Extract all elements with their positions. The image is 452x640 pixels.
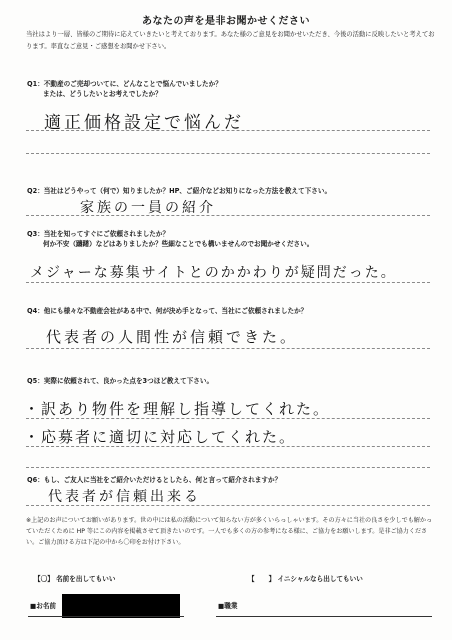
answer-line [26,505,430,506]
answer-line [26,348,430,349]
page-title: あなたの声を是非お聞かせください [142,16,310,27]
answer-4: 代表者の人間性が信頼できた。 [46,328,299,346]
option-label: イニシャルなら出してもいい [277,575,363,583]
answer-2: 家族の一員の紹介 [80,200,216,216]
answer-3: メジャーな募集サイトとのかかわりが疑問だった。 [30,265,397,281]
question-1-sub: または、どうしたいとお考えでしたか？ [43,90,162,98]
redacted-name [62,594,180,618]
answer-5-item-1: ・訳あり物件を理解し指導してくれた。 [24,400,331,418]
answer-line [26,130,430,131]
answer-line [26,153,430,154]
job-field-line [216,616,432,617]
answer-6: 代表者が信頼出来る [48,489,201,505]
question-4 [27,306,307,316]
question-3 [27,229,313,249]
name-field-line [28,616,184,617]
answer-5-item-2: ・応募者に適切に対応してくれた。 [24,428,297,446]
option-name-ok[interactable]: 【〇】 名前を出してもいい [34,575,116,583]
option-mark: 〇 [40,575,48,583]
question-5-label: Q5：実際に依頼されて、良かった点を3つほど教えて下さい。 [27,377,214,385]
question-1 [27,79,222,99]
permission-note: ※上記のお声についてお願いがあります。世の中には私の活動について知らない方が多くいらっしゃいます。その方々に当社の良さを少しでも解かっていただくために HP 等にこの内容を掲載させて頂きたいのです。一人でも多くの方の参考になる様に、ご協力をお願いします。是非ご協力ください。ご協力頂ける方は下記の中から〇印をお付け下さい。 [26,517,433,546]
option-initials-ok[interactable]: 【 】 イニシャルなら出してもいい [248,575,363,583]
answer-line [26,467,430,468]
intro-text: 当社はより一層、皆様のご期待に応えていきたいと考えております。あなた様のご意見をお聞かせいただき、今後の活動に反映したいと考えております。率直なご意見・ご感想をお聞かせ下さい。 [26,31,435,50]
option-label: 名前を出してもいい [56,575,116,583]
answer-line [26,282,430,283]
answer-line [26,446,430,447]
question-6 [27,475,281,485]
answer-line [26,418,430,419]
question-2 [27,186,331,196]
answer-line [26,215,430,216]
question-5 [27,376,213,386]
question-3-label: Q3：当社を知ってすぐにご依頼されましたか？ [27,230,170,238]
question-2-label: Q2：当社はどうやって（何で）知りましたか？HP、ご紹介などお知りになった方法を教えて下さい。 [27,187,332,195]
name-field-label: ■お名前 [30,602,57,610]
question-6-label: Q6：もし、ご友人に当社をご紹介いただけるとしたら、何と言って紹介されますか？ [27,476,282,484]
job-field-label: ■職業 [218,602,238,610]
question-1-label: Q1：不動産のご売却ついてに、どんなことで悩んでいましたか？ [27,80,222,88]
question-3-sub: 何か不安（躊躇）などはありましたか？些細なことでも構いませんのでお聞かせください。 [43,240,314,248]
answer-1: 適正価格設定で悩んだ [44,113,244,133]
question-4-label: Q4：他にも様々な不動産会社がある中で、何が決め手となって、当社にご依頼されましたか？ [27,307,308,315]
